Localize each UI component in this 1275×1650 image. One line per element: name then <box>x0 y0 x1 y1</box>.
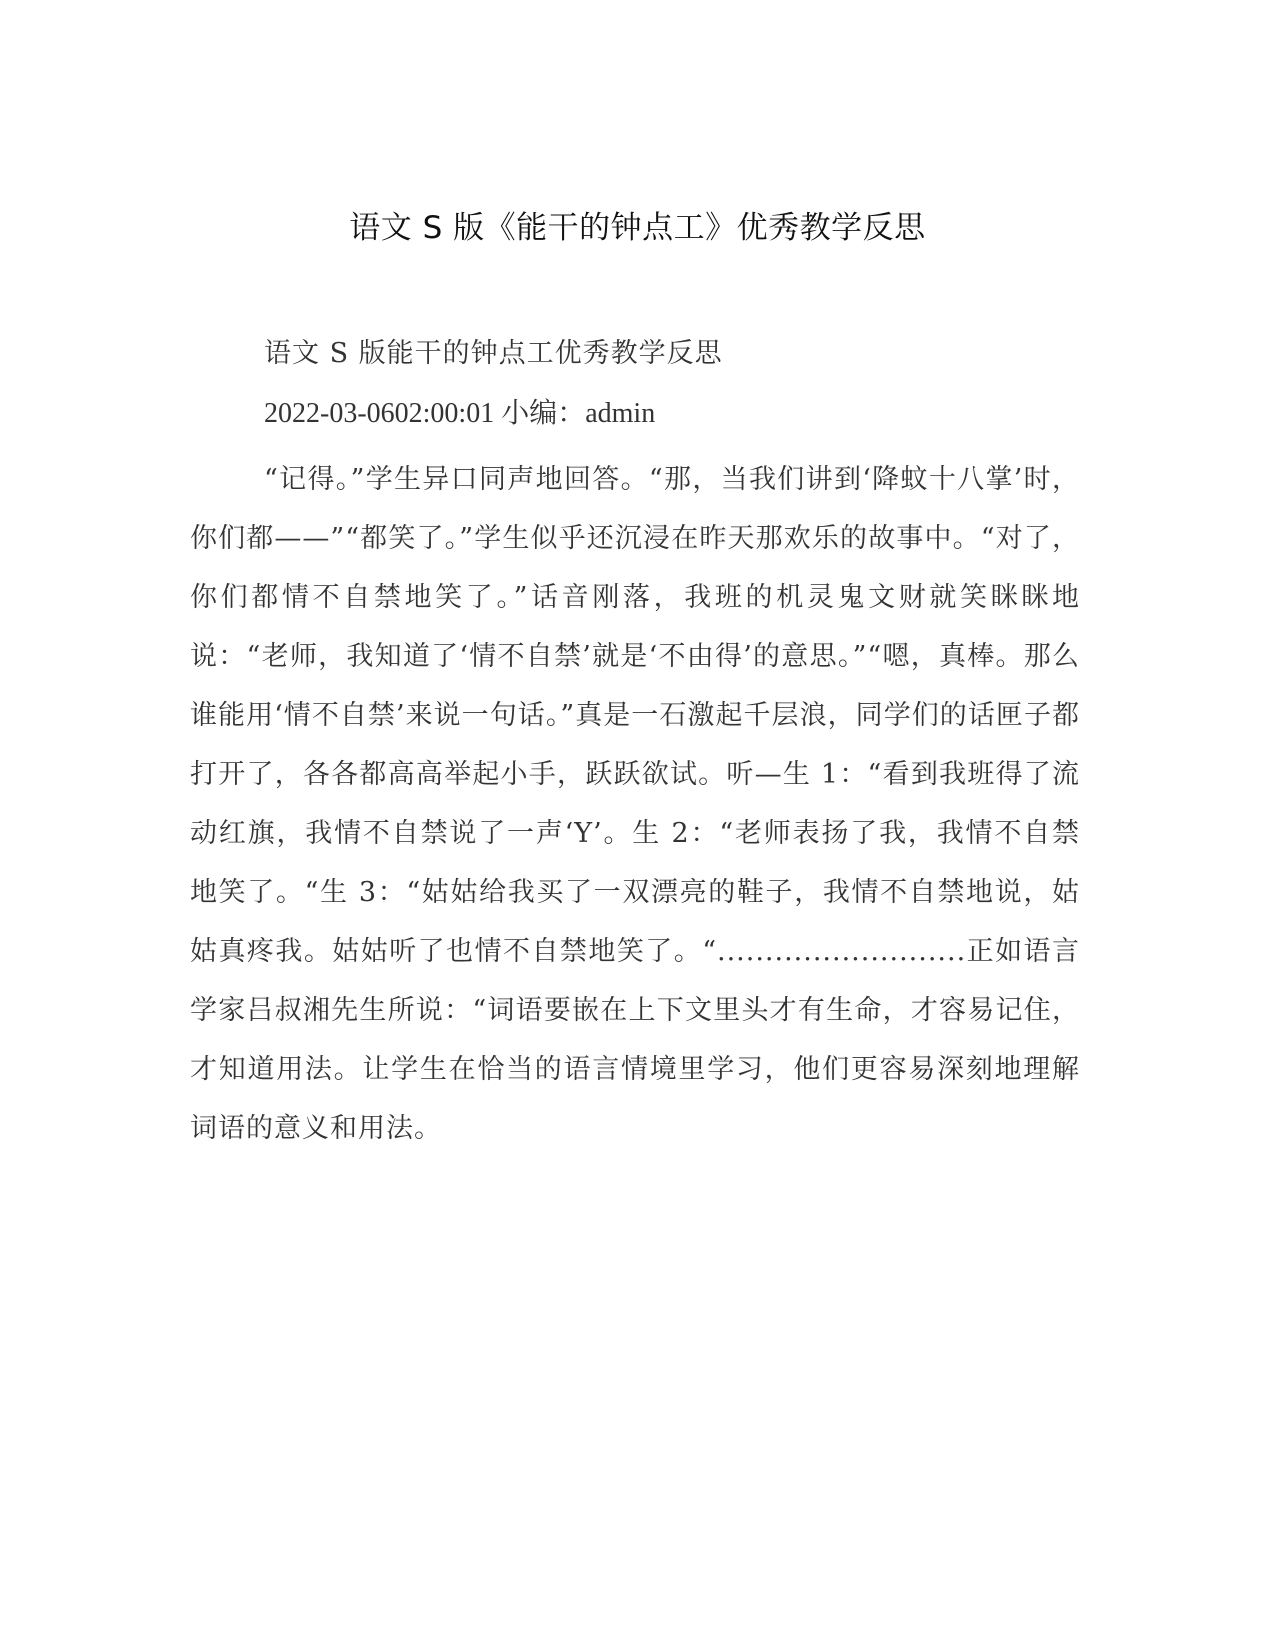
document-subtitle: 语文 S 版能干的钟点工优秀教学反思 <box>264 338 723 369</box>
document-meta: 2022-03-0602:00:01 小编：admin <box>264 398 656 429</box>
body-paragraph: “记得。”学生异口同声地回答。“那，当我们讲到‘降蚊十八掌’时，你们都——”“都笑了。”学生似乎还沉浸在昨天那欢乐的故事中。“对了，你们都情不自禁地笑了。”话音刚落，我班的机灵鬼文财就笑眯眯地说：“老师，我知道了‘情不自禁’就是‘不由得’的意思。”“嗯，真棒。那么谁能用‘情不自禁’来说一句话。”真是一石激起千层浪，同学们的话匣子都打开了，各各都高高举起小手，跃跃欲试。听—生 1：“看到我班得了流动红旗，我情不自禁说了一声‘Y’。生 2：“老师表扬了我，我情不自禁地笑了。“生 3：“姑姑给我买了一双漂亮的鞋子，我情不自禁地说，姑姑真疼我。姑姑听了也情不自禁地笑了。“..........................正如语言学家吕叔湘先生所说：“词语要嵌在上下文里头才有生命，才容易记住，才知道用法。让学生在恰当的语言情境里学习，他们更容易深刻地理解词语的意义和用法。 <box>190 464 1080 1144</box>
document-title: 语文 S 版《能干的钟点工》优秀教学反思 <box>349 210 926 246</box>
